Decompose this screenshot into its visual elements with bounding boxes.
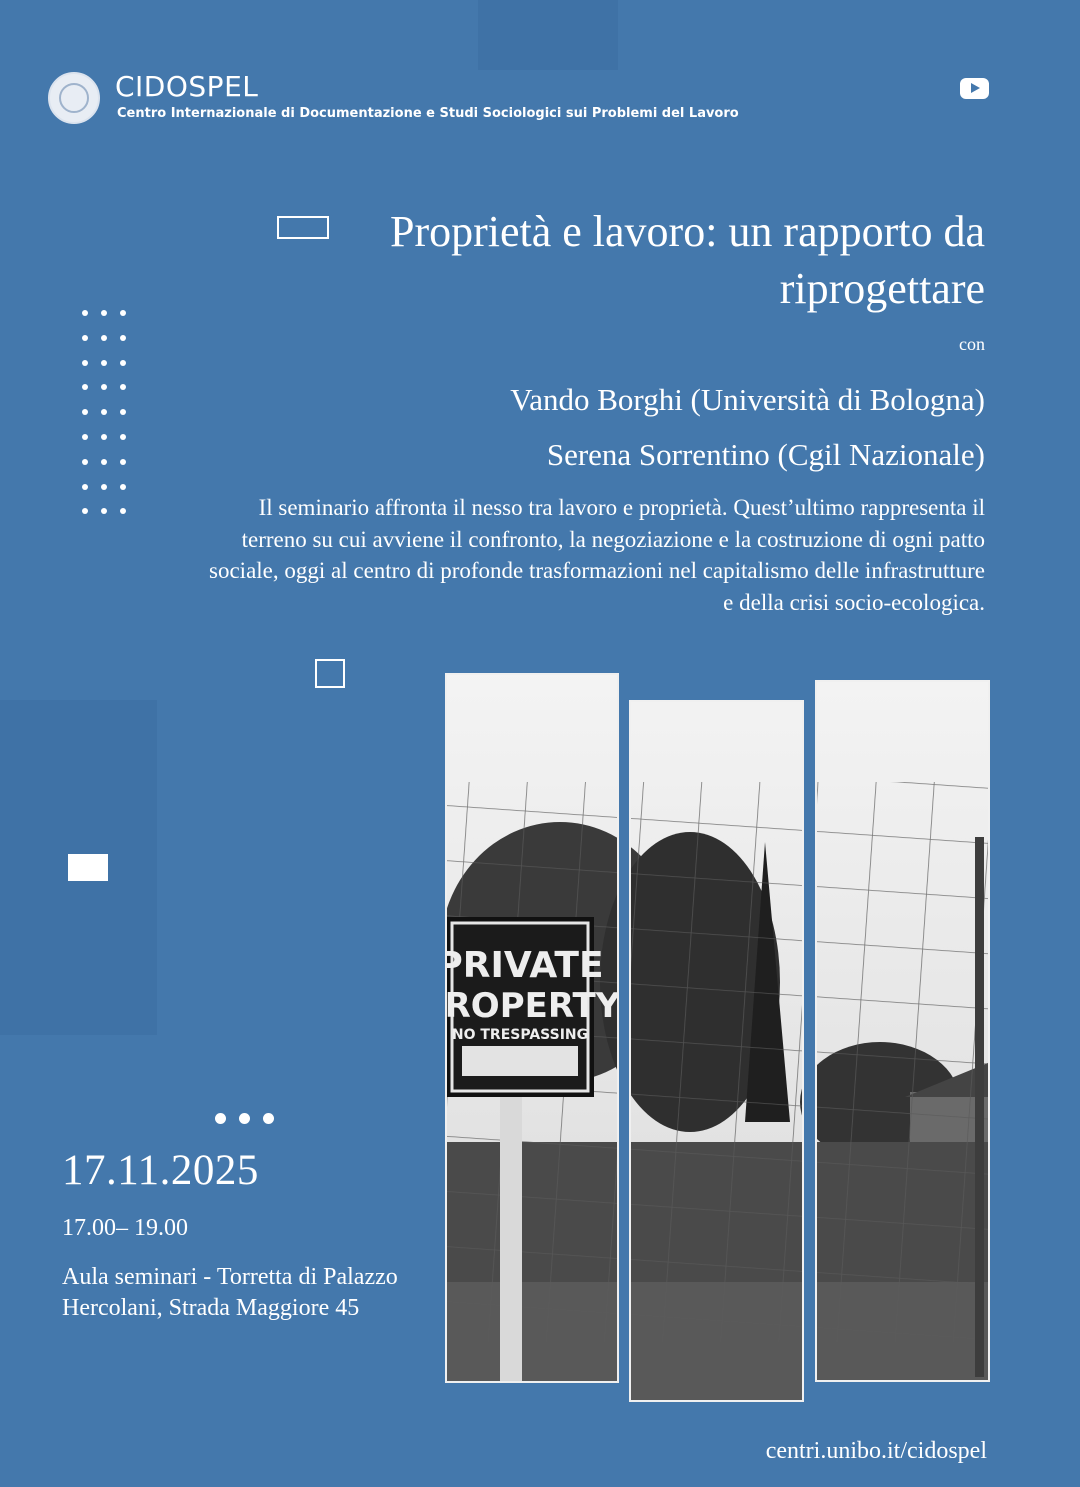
decorative-dot [101, 459, 107, 465]
decorative-outline-square [315, 659, 345, 688]
decorative-dot [120, 508, 126, 514]
decorative-dot [120, 335, 126, 341]
event-time: 17.00– 19.00 [62, 1215, 188, 1241]
photo-strip-middle [629, 700, 804, 1402]
event-venue: Aula seminari - Torretta di Palazzo Hercolani, Strada Maggiore 45 [62, 1264, 398, 1321]
decorative-white-rectangle [68, 854, 108, 881]
org-subtitle: Centro Internazionale di Documentazione e Studi Sociologici sui Problemi del Lavoro [117, 106, 739, 121]
decorative-dot [101, 434, 107, 440]
decorative-block-top [478, 0, 618, 70]
decorative-dot [82, 384, 88, 390]
decorative-dot [101, 310, 107, 316]
decorative-three-dots [215, 1113, 279, 1125]
decorative-dot [82, 360, 88, 366]
decorative-dot [120, 459, 126, 465]
fence-photo [445, 673, 619, 1383]
decorative-dot [82, 335, 88, 341]
decorative-dot [101, 508, 107, 514]
decorative-dot [82, 459, 88, 465]
decorative-dot [101, 384, 107, 390]
event-title: Proprietà e lavoro: un rapporto da riprogettare [389, 207, 985, 313]
decorative-dot [82, 484, 88, 490]
org-name: CIDOSPEL [115, 70, 259, 103]
youtube-icon[interactable] [960, 78, 989, 99]
decorative-dot [101, 335, 107, 341]
decorative-dot [82, 409, 88, 415]
photo-strip-right [815, 680, 990, 1382]
decorative-dot [82, 508, 88, 514]
photo-strip-left [445, 673, 619, 1383]
decorative-dot [120, 384, 126, 390]
decorative-dot [101, 409, 107, 415]
event-description: Il seminario affronta il nesso tra lavoro e proprietà. Quest’ultimo rappresenta il terreno su cui avviene il confronto, la negoziazione e la costruzione di ogni patto sociale, oggi al centro di profonde trasformazioni nel capitalismo delle infrastrutture e della crisi socio-ecologica. [209, 495, 985, 615]
decorative-dot [120, 484, 126, 490]
decorative-dot [82, 310, 88, 316]
website-link[interactable]: centri.unibo.it/cidospel [765, 1438, 987, 1464]
decorative-dot [101, 360, 107, 366]
event-date: 17.11.2025 [62, 1147, 259, 1194]
decorative-dot [101, 484, 107, 490]
decorative-dot [120, 434, 126, 440]
decorative-dot [120, 310, 126, 316]
decorative-dot [120, 409, 126, 415]
university-seal-icon [48, 72, 100, 124]
speaker-2: Serena Sorrentino (Cgil Nazionale) [546, 437, 985, 472]
decorative-dot [82, 434, 88, 440]
with-label: con [959, 334, 985, 354]
decorative-dot [120, 360, 126, 366]
speaker-1: Vando Borghi (Università di Bologna) [510, 382, 985, 417]
